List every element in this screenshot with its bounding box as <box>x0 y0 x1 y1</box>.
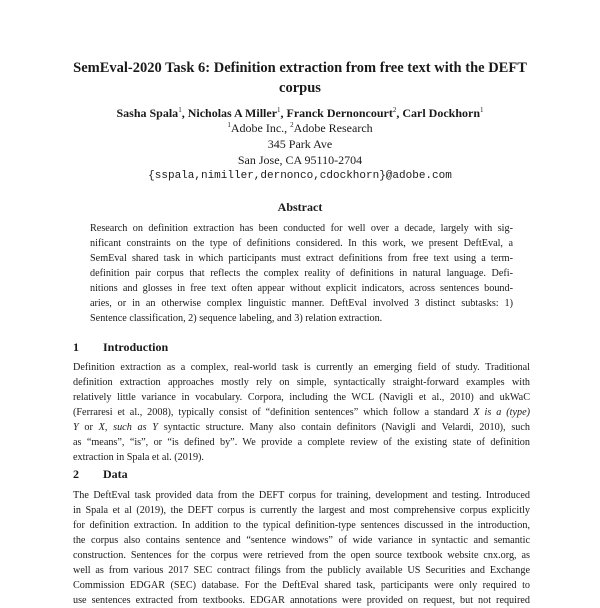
section-title: Data <box>103 467 128 481</box>
abstract-line: nitions and glosses in free text often appear without explicit indicators, across sentences bound- <box>90 283 513 294</box>
abstract-line: definition pair corpus that reflects the complex reality of definitions in natural language. Defi- <box>90 268 513 279</box>
paper-title <box>60 58 540 98</box>
address-line-1: 345 Park Ave <box>267 137 333 151</box>
body-text-run: syntactic structure. Many also contain definitors (Navigli and Velardi, 2010), such <box>157 422 531 433</box>
body-line <box>73 420 530 435</box>
author-affiliation-mark: 2 <box>392 106 397 114</box>
author-name: Franck Dernoncourt <box>286 106 393 120</box>
italic-text-run: X, such as Y <box>98 422 158 433</box>
author-affiliation-mark: 1 <box>277 106 281 114</box>
author-name: Sasha Spala <box>116 106 179 120</box>
address-line-2: San Jose, CA 95110-2704 <box>237 153 363 167</box>
abstract-body <box>90 221 513 326</box>
body-line <box>73 405 530 420</box>
author-name: Nicholas A Miller <box>187 106 278 120</box>
affiliation-mark: 1 <box>227 121 231 129</box>
section-title: Introduction <box>103 340 169 354</box>
body-line: the corpus also contains sentence and “sentence windows” of wide variance in syntactic and semantic <box>73 535 530 546</box>
italic-text-run: X is a (type) <box>473 407 530 418</box>
body-line: in Spala et al (2019), the DEFT corpus is currently the largest and most comprehensive corpus explicitly <box>73 505 530 516</box>
abstract-heading: Abstract <box>277 200 323 214</box>
affiliation-mark: 2 <box>290 121 294 129</box>
body-line: extraction in Spala et al. (2019). <box>73 452 204 463</box>
author-affiliation-mark: 1 <box>178 106 182 114</box>
body-line: Commission EDGAR (SEC) database. For the DeftEval shared task, participants were only required to <box>73 580 530 591</box>
section-heading-data <box>73 467 128 482</box>
affiliation-name: Adobe Inc., <box>230 121 291 135</box>
body-line: definition extraction approaches mostly rely on simple, syntactically straight-forward examples with <box>73 377 530 388</box>
abstract-line: Research on definition extraction has been conducted for well over a decade, largely with sig- <box>90 223 513 234</box>
body-line: The DeftEval task provided data from the DEFT corpus for training, development and testing. Introduced <box>73 490 530 501</box>
abstract-line: aries, or in an otherwise complex linguistic manner. DeftEval involved 3 distinct subtasks: 1) <box>90 298 513 309</box>
body-line: for definition extraction. In addition to the typical definition-type sentences discussed in the introduction, <box>73 520 530 531</box>
abstract-line: Sentence classification, 2) sequence labeling, and 3) relation extraction. <box>90 313 383 324</box>
author-name: Carl Dockhorn <box>402 106 481 120</box>
section-number: 1 <box>73 340 79 354</box>
body-line: use sentences extracted from textbooks. EDGAR annotations were provided on request, but not required <box>73 595 530 606</box>
affiliation-name: Adobe Research <box>293 121 373 135</box>
body-line: as “means”, “is”, or “is defined by”. We provide a complete review of the existing state of definition <box>73 437 530 448</box>
body-line: construction. Sentences for the corpus were retrieved from the open source textbook website cnx.org, as <box>73 550 530 561</box>
abstract-line: nificant constraints on the type of definitions considered. In this work, we present DeftEval, a <box>90 238 513 249</box>
section-heading-introduction <box>73 340 168 355</box>
body-text-run: (Ferraresi et al., 2008), typically consist of “definition sentences” which follow a standard <box>73 407 474 418</box>
author-affiliation-mark: 1 <box>480 106 484 114</box>
title-line-2: corpus <box>279 80 321 96</box>
email-line: {sspala,nimiller,dernonco,cdockhorn}@adobe.com <box>148 170 452 182</box>
italic-text-run: Y <box>73 422 79 433</box>
data-section-body <box>73 488 530 608</box>
body-line: relatively little variance in vocabulary. Corpora, including the WCL (Navigli et al., 2010) and ukWaC <box>73 392 530 403</box>
body-line: Definition extraction as a complex, real-world task is currently an emerging field of study. Traditional <box>73 362 530 373</box>
affiliation-line <box>40 117 560 136</box>
author-list: Sasha Spala$^1$, Nicholas A Miller$^1$, Franck Dernoncourt$^2$, Carl Dockhorn$^1$ <box>116 106 484 120</box>
title-line-1: SemEval-2020 Task 6: Definition extraction from free text with the DEFT <box>73 60 527 76</box>
body-line: well as from various 2017 SEC contract filings from the publicly available US Securities and Exchange <box>73 565 530 576</box>
introduction-body <box>73 360 530 465</box>
body-text-run: or <box>78 422 99 433</box>
abstract-line: SemEval shared task in which participants must extract definitions from free text using a term- <box>90 253 513 264</box>
affiliation-block <box>40 117 560 184</box>
section-number: 2 <box>73 467 79 481</box>
